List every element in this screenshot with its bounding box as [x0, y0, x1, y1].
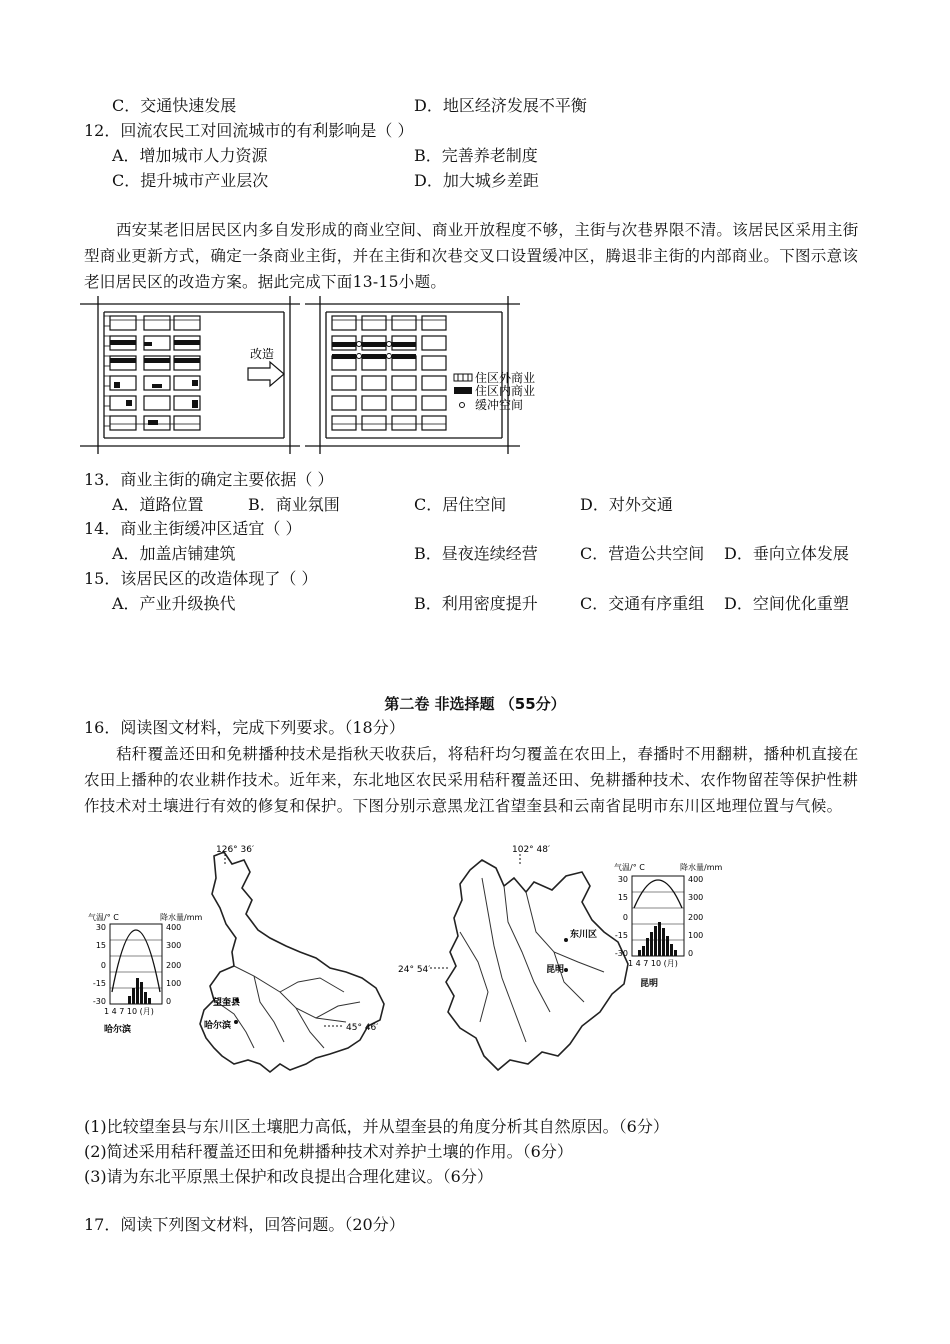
q16-sub3: (3)请为东北平原黑土保护和改良提出合理化建议。（6分）	[84, 1167, 493, 1186]
kunming-temp-label: 气温/° C	[614, 863, 645, 872]
label-kunming-city: 昆明	[546, 965, 565, 975]
kunming-temp-tick: 0	[622, 913, 628, 922]
q15-option-d: D．空间优化重塑	[724, 594, 849, 613]
maps-figure	[84, 842, 734, 1092]
kunming-months: 1 4 7 10 (月)	[628, 959, 678, 968]
q13-option-c: C．居住空间	[414, 495, 507, 514]
harbin-precip-tick: 200	[166, 961, 182, 970]
kunming-temp-tick: -30	[614, 949, 628, 958]
q12-option-b: B．完善养老制度	[414, 146, 538, 165]
q13-option-b: B．商业氛围	[248, 495, 340, 514]
harbin-temp-tick: 15	[95, 941, 106, 950]
kunming-temp-tick: 15	[617, 893, 628, 902]
q13-option-a: A．道路位置	[112, 495, 204, 514]
label-dongchuan: 东川区	[570, 930, 598, 940]
kunming-precip-label: 降水量/mm	[680, 863, 723, 872]
q16-sub2: (2)简述采用秸秆覆盖还田和免耕播种技术对养护土壤的作用。（6分）	[84, 1142, 573, 1161]
harbin-precip-tick: 100	[166, 979, 182, 988]
q13-option-d: D．对外交通	[580, 495, 673, 514]
q16-passage: 秸秆覆盖还田和免耕播种技术是指秋天收获后，将秸秆均匀覆盖在农田上，春播时不用翻耕，播种机直接在农田上播种的农业耕作技术。近年来，东北地区农民采用秸秆覆盖还田、免耕播种技术、农作物留茬等保护性耕作技术对土壤进行有效的修复和保护。下图分别示意黑龙江省望奎县和云南省昆明市东川区地理位置与气候。	[84, 745, 859, 815]
left-longitude: 126° 36′	[216, 845, 255, 855]
buffer-space-swatch	[460, 403, 465, 408]
q14-option-b: B．昼夜连续经营	[414, 544, 538, 563]
label-wangkui: 望奎县	[213, 998, 241, 1008]
legend-inner-commerce: 住区内商业	[475, 384, 536, 398]
kunming-temp-tick: -15	[614, 931, 628, 940]
right-longitude: 102° 48′	[512, 845, 551, 855]
q14-option-c: C．营造公共空间	[580, 544, 705, 563]
q15-option-c: C．交通有序重组	[580, 594, 705, 613]
q13-stem: 13．商业主街的确定主要依据（ ）	[84, 470, 334, 489]
right-latitude: 24° 54′	[398, 965, 431, 975]
kunming-temp-tick: 30	[617, 875, 628, 884]
q14-stem: 14．商业主街缓冲区适宜（ ）	[84, 519, 302, 538]
kunming-climate-chart	[614, 862, 722, 989]
q12-option-c: C．提升城市产业层次	[112, 171, 269, 190]
arrow-label: 改造	[250, 347, 275, 361]
harbin-months: 1 4 7 10 (月)	[104, 1007, 154, 1016]
harbin-precip-tick: 0	[166, 997, 172, 1006]
figure-legend	[454, 370, 535, 412]
kunming-precip-tick: 0	[688, 949, 694, 958]
q12-stem: 12．回流农民工对回流城市的有利影响是（ ）	[84, 121, 414, 140]
kunming-precip-tick: 100	[688, 931, 704, 940]
kunming-station-label: 昆明	[640, 979, 659, 989]
passage-residential: 西安某老旧居民区内多自发形成的商业空间、商业开放程度不够，主街与次巷界限不清。该居民区采用主街型商业更新方式，确定一条商业主街，并在主街和次巷交叉口设置缓冲区，腾退非主街的内部商业。下图示意该老旧居民区的改造方案。据此完成下面13-15小题。	[84, 221, 859, 291]
legend-outer-commerce: 住区外商业	[475, 371, 536, 385]
q17-stem: 17．阅读下列图文材料，回答问题。（20分）	[84, 1215, 405, 1234]
harbin-temp-tick: -15	[92, 979, 106, 988]
kunming-precip-tick: 300	[688, 893, 704, 902]
q15-option-b: B．利用密度提升	[414, 594, 538, 613]
q12-option-d: D．加大城乡差距	[414, 171, 539, 190]
q11-option-c: C．交通快速发展	[112, 96, 237, 115]
q14-option-a: A．加盖店铺建筑	[112, 544, 236, 563]
q15-option-a: A．产业升级换代	[112, 594, 236, 613]
heilongjiang-map	[200, 845, 384, 1072]
q16-stem: 16．阅读图文材料，完成下列要求。（18分）	[84, 718, 405, 737]
q14-option-d: D．垂向立体发展	[724, 544, 849, 563]
harbin-temp-tick: -30	[92, 997, 106, 1006]
section-2-heading: 第二卷 非选择题 （55分）	[384, 695, 566, 713]
yunnan-map	[398, 845, 628, 1070]
label-harbin-city: 哈尔滨	[204, 1021, 232, 1031]
q12-option-a: A．增加城市人力资源	[112, 146, 268, 165]
renovation-figure	[80, 296, 560, 456]
harbin-temp-label: 气温/° C	[88, 913, 119, 922]
left-latitude: 45° 46′	[346, 1023, 379, 1033]
harbin-precip-label: 降水量/mm	[160, 913, 203, 922]
arrow-icon	[248, 362, 284, 386]
harbin-precip-tick: 300	[166, 941, 182, 950]
q16-sub1: (1)比较望奎县与东川区土壤肥力高低，并从望奎县的角度分析其自然原因。（6分）	[84, 1117, 669, 1136]
harbin-temp-tick: 0	[100, 961, 106, 970]
kunming-precip-tick: 400	[688, 875, 704, 884]
legend-buffer-space: 缓冲空间	[475, 398, 524, 412]
harbin-temp-tick: 30	[95, 923, 106, 932]
harbin-precip-tick: 400	[166, 923, 182, 932]
inner-commerce-swatch	[454, 387, 472, 394]
q11-option-d: D．地区经济发展不平衡	[414, 96, 587, 115]
harbin-climate-chart	[88, 912, 202, 1035]
harbin-station-label: 哈尔滨	[104, 1025, 132, 1035]
kunming-precip-tick: 200	[688, 913, 704, 922]
q15-stem: 15．该居民区的改造体现了（ ）	[84, 569, 318, 588]
